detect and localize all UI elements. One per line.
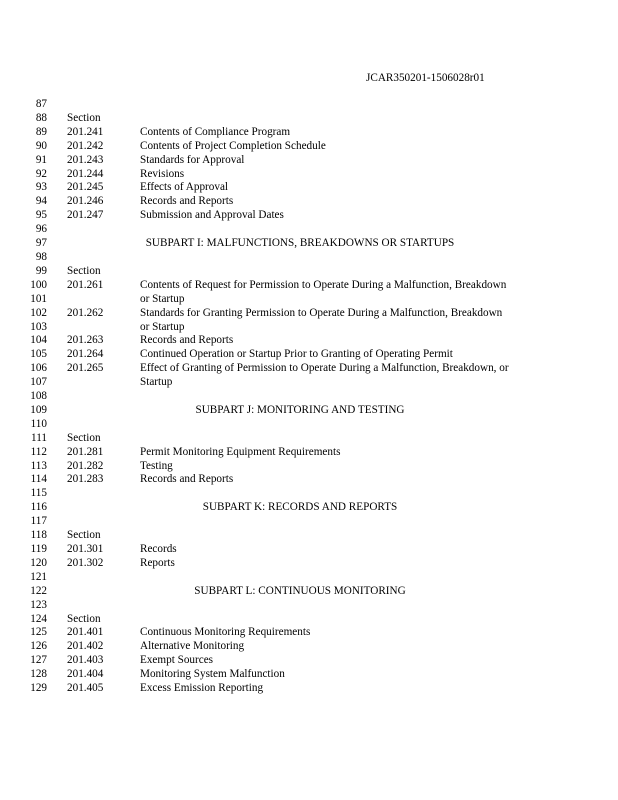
line-number: 97 [35,237,47,250]
line-number: 129 [30,682,47,695]
document-line [0,599,618,613]
section-column-label: Section [67,111,101,124]
line-number: 117 [30,515,47,528]
line-number: 107 [30,376,47,389]
section-number: 201.282 [67,459,104,472]
line-number: 90 [35,139,47,152]
document-line [0,168,618,182]
section-number: 201.401 [67,626,104,639]
line-number: 87 [35,98,47,110]
section-number: 201.246 [67,195,104,208]
document-line [0,640,618,654]
document-line [0,140,618,154]
section-title: Revisions [140,167,185,180]
section-column-label: Section [67,264,101,277]
section-title: Continuous Monitoring Requirements [140,626,311,639]
line-number: 95 [35,209,47,222]
line-number: 99 [35,264,47,277]
section-number: 201.264 [67,348,104,361]
section-title: Reports [140,556,175,569]
line-number: 126 [30,640,47,653]
document-line [0,390,618,404]
document-line [0,348,618,362]
document-line [0,571,618,585]
section-title: Monitoring System Malfunction [140,668,285,681]
line-number: 111 [31,431,47,444]
section-column-label: Section [67,612,101,625]
document-line [0,362,618,376]
line-number: 120 [30,556,47,569]
line-number: 123 [30,598,47,611]
section-number: 201.265 [67,362,104,375]
subpart-heading: SUBPART I: MALFUNCTIONS, BREAKDOWNS OR STARTUPS [145,237,455,250]
section-title: Records [140,543,177,555]
section-title: Records and Reports [140,473,234,486]
line-number: 93 [35,181,47,194]
line-number: 96 [35,223,47,236]
document-line [0,543,618,557]
line-number: 92 [35,167,47,180]
document-line [0,487,618,501]
section-title: Contents of Compliance Program [140,125,291,138]
document-line [0,404,618,418]
line-number: 121 [30,570,47,583]
section-number: 201.243 [67,153,104,166]
section-title: Effect of Granting of Permission to Operate During a Malfunction, Breakdown, or [140,362,509,375]
subpart-heading: SUBPART J: MONITORING AND TESTING [195,403,405,416]
section-title: Records and Reports [140,334,234,347]
section-number: 201.261 [67,278,104,291]
document-line [0,585,618,599]
document-line [0,321,618,335]
section-title: or Startup [140,320,185,333]
section-number: 201.405 [67,682,104,695]
section-number: 201.281 [67,445,104,458]
line-number: 104 [30,334,47,347]
line-number: 114 [30,473,47,486]
line-number: 112 [30,445,47,458]
line-number: 100 [30,278,47,291]
document-line [0,154,618,168]
document-line [0,126,618,140]
section-number: 201.247 [67,209,104,222]
section-title: Records and Reports [140,195,234,208]
section-column-label: Section [67,529,101,542]
subpart-heading: SUBPART L: CONTINUOUS MONITORING [194,584,406,597]
line-number: 109 [30,403,47,416]
line-number: 88 [35,111,47,124]
line-number: 98 [35,250,47,263]
document-line [0,501,618,515]
section-title: Submission and Approval Dates [140,209,284,222]
section-number: 201.242 [67,139,104,152]
section-number: 201.283 [67,473,104,486]
line-number: 115 [30,487,47,500]
section-title: Effects of Approval [140,181,229,194]
section-number: 201.404 [67,668,104,681]
line-number: 125 [30,626,47,639]
document-line [0,529,618,543]
document-line [0,334,618,348]
document-line [0,460,618,474]
line-number: 108 [30,390,47,403]
document-line [0,613,618,627]
document-line [0,265,618,279]
section-number: 201.263 [67,334,104,347]
section-title: Testing [140,459,173,472]
section-title: Standards for Granting Permission to Operate During a Malfunction, Breakdown [140,306,503,319]
line-number: 105 [30,348,47,361]
document-line [0,223,618,237]
document-line [0,293,618,307]
section-title: Continued Operation or Startup Prior to Granting of Operating Permit [140,348,453,361]
document-line [0,237,618,251]
line-number: 119 [30,543,47,555]
section-title: Standards for Approval [140,153,245,166]
section-title: Contents of Request for Permission to Operate During a Malfunction, Breakdown [140,278,507,291]
section-number: 201.403 [67,654,104,667]
document-line [0,251,618,265]
line-number: 116 [30,501,47,514]
line-number: 94 [35,195,47,208]
document-line [0,682,618,696]
section-title: Permit Monitoring Equipment Requirements [140,445,341,458]
section-number: 201.241 [67,125,104,138]
line-number: 106 [30,362,47,375]
document-line [0,195,618,209]
document-id: JCAR350201-1506028r01 [366,72,485,84]
line-number: 89 [35,125,47,138]
document-line [0,98,618,112]
line-number: 110 [30,417,47,430]
section-column-label: Section [67,431,101,444]
document-line [0,654,618,668]
line-number: 113 [30,459,47,472]
subpart-heading: SUBPART K: RECORDS AND REPORTS [202,501,398,514]
document-line [0,279,618,293]
section-number: 201.301 [67,543,104,555]
section-number: 201.402 [67,640,104,653]
document-line [0,557,618,571]
section-number: 201.262 [67,306,104,319]
document-line [0,376,618,390]
section-number: 201.302 [67,556,104,569]
section-title: Alternative Monitoring [140,640,245,653]
line-number: 102 [30,306,47,319]
line-number: 128 [30,668,47,681]
line-number: 103 [30,320,47,333]
line-number: 101 [30,292,47,305]
document-line [0,473,618,487]
line-number: 118 [30,529,47,542]
document-line [0,209,618,223]
document-line [0,307,618,321]
section-title: Exempt Sources [140,654,214,667]
document-line [0,418,618,432]
document-line [0,432,618,446]
section-title: or Startup [140,292,185,305]
section-title: Startup [140,376,173,389]
document-line [0,626,618,640]
document-line [0,181,618,195]
line-number: 122 [30,584,47,597]
line-number: 91 [35,153,47,166]
document-line [0,668,618,682]
line-number: 124 [30,612,47,625]
line-number: 127 [30,654,47,667]
document-line [0,446,618,460]
section-title: Excess Emission Reporting [140,682,264,695]
table-of-contents [0,98,618,696]
document-line [0,112,618,126]
section-title: Contents of Project Completion Schedule [140,139,326,152]
document-line [0,515,618,529]
section-number: 201.244 [67,167,104,180]
section-number: 201.245 [67,181,104,194]
